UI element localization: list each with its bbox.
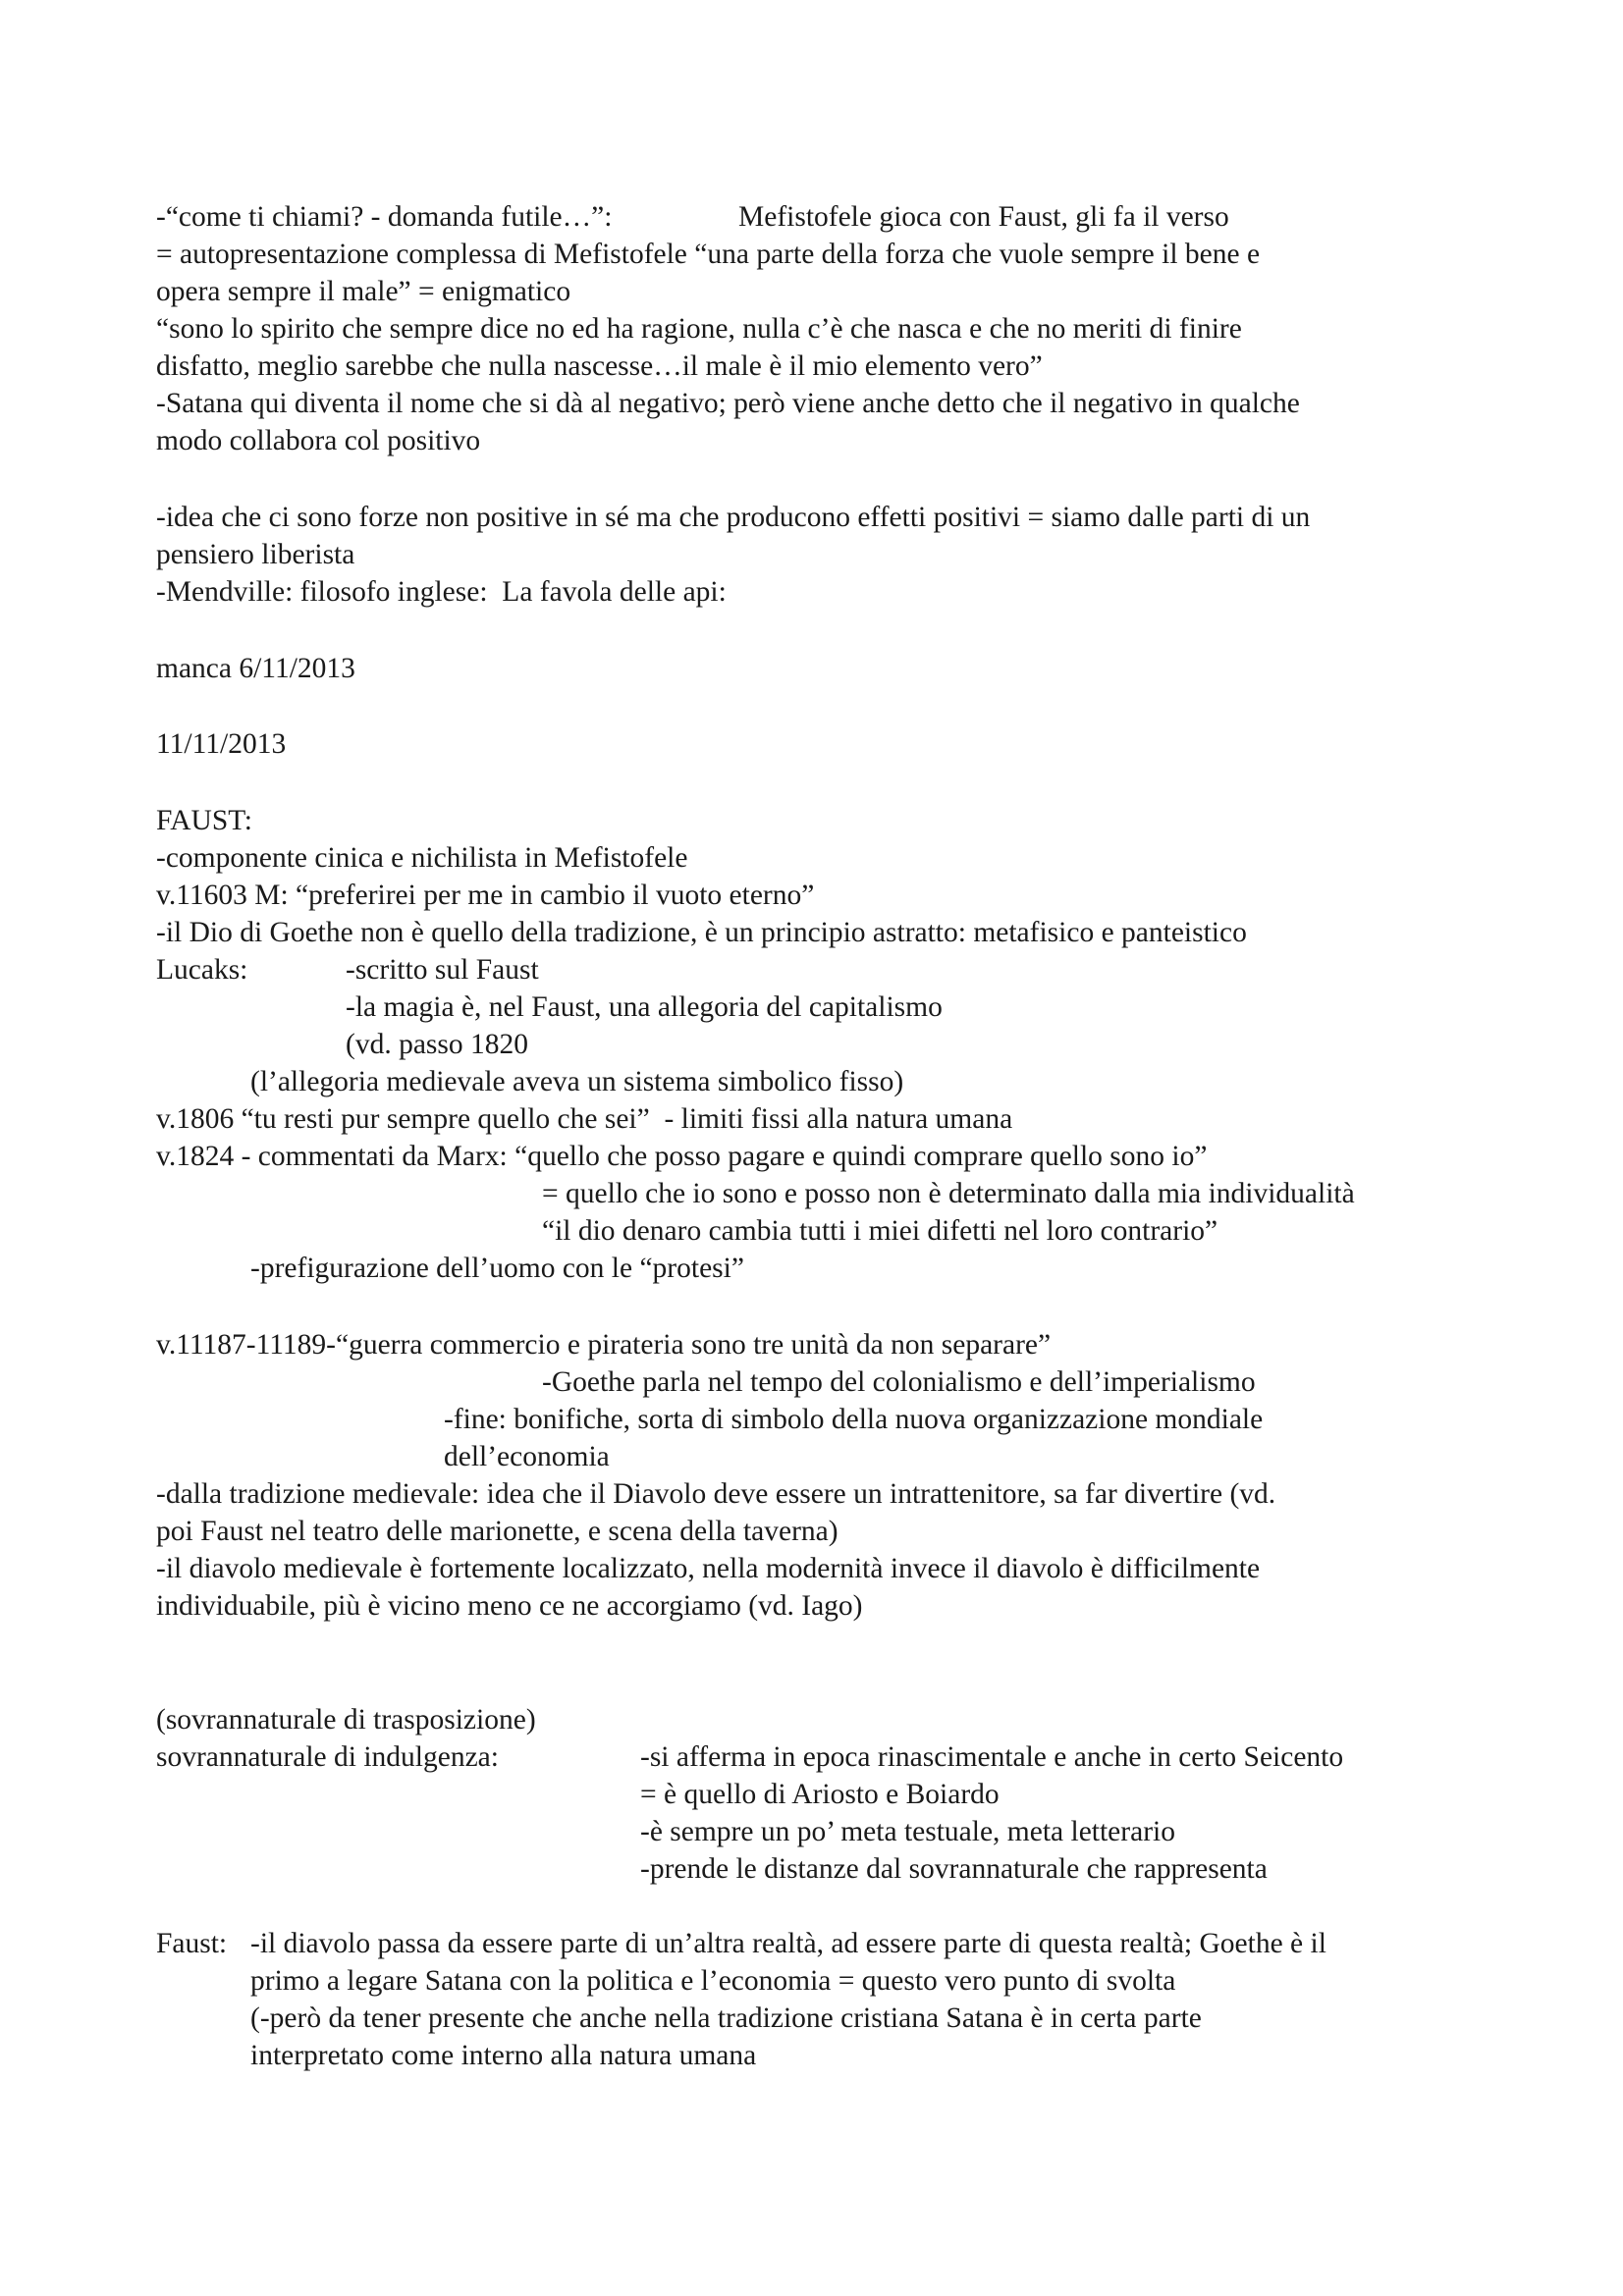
supernatural-label: sovrannaturale di indulgenza:	[156, 1741, 499, 1773]
text-line: = quello che io sono e posso non è determinato dalla mia individualità	[542, 1178, 1355, 1209]
text-line: (sovrannaturale di trasposizione)	[156, 1704, 536, 1735]
text-line: -Mendville: filosofo inglese: La favola delle api:	[156, 576, 727, 608]
text-line: poi Faust nel teatro delle marionette, e scena della taverna)	[156, 1516, 839, 1547]
text-line: (l’allegoria medievale aveva un sistema simbolico fisso)	[250, 1066, 904, 1097]
text-line: -prefigurazione dell’uomo con le “protesi”	[250, 1253, 744, 1284]
text-line: = è quello di Ariosto e Boiardo	[640, 1779, 1000, 1810]
text-line: pensiero liberista	[156, 539, 355, 570]
line-mefistofele-gioca: Mefistofele gioca con Faust, gli fa il verso	[738, 201, 1229, 233]
text-line: -il Dio di Goethe non è quello della tradizione, è un principio astratto: metafisico e panteistico	[156, 917, 1247, 948]
text-line: -idea che ci sono forze non positive in sé ma che producono effetti positivi = siamo dalle parti di un	[156, 502, 1311, 533]
text-line: v.1806 “tu resti pur sempre quello che sei” - limiti fissi alla natura umana	[156, 1103, 1013, 1135]
text-line: -il diavolo passa da essere parte di un’altra realtà, ad essere parte di questa realtà; Goethe è il	[250, 1928, 1326, 1959]
faust-heading: FAUST:	[156, 805, 252, 836]
text-line: -è sempre un po’ meta testuale, meta letterario	[640, 1816, 1175, 1847]
text-line: = autopresentazione complessa di Mefistofele “una parte della forza che vuole sempre il bene e	[156, 239, 1261, 270]
lecture-date: 11/11/2013	[156, 728, 287, 760]
text-line: v.1824 - commentati da Marx: “quello che posso pagare e quindi comprare quello sono io”	[156, 1141, 1208, 1172]
text-line: -prende le distanze dal sovrannaturale che rappresenta	[640, 1853, 1268, 1885]
text-line: -la magia è, nel Faust, una allegoria del capitalismo	[346, 991, 943, 1023]
text-line: -fine: bonifiche, sorta di simbolo della nuova organizzazione mondiale	[444, 1404, 1264, 1435]
text-line: v.11603 M: “preferirei per me in cambio il vuoto eterno”	[156, 880, 815, 911]
text-line: opera sempre il male” = enigmatico	[156, 276, 571, 307]
text-line: -Satana qui diventa il nome che si dà al negativo; però viene anche detto che il negativo in qualche	[156, 388, 1300, 419]
text-line: interpretato come interno alla natura umana	[250, 2040, 757, 2071]
text-line: -il diavolo medievale è fortemente localizzato, nella modernità invece il diavolo è difficilmente	[156, 1553, 1261, 1584]
text-line: individuabile, più è vicino meno ce ne accorgiamo (vd. Iago)	[156, 1590, 863, 1622]
faust-label: Faust:	[156, 1928, 228, 1959]
text-line: -si afferma in epoca rinascimentale e anche in certo Seicento	[640, 1741, 1344, 1773]
text-line: (-però da tener presente che anche nella tradizione cristiana Satana è in certa parte	[250, 2002, 1202, 2034]
text-line: (vd. passo 1820	[346, 1029, 529, 1060]
missing-date: manca 6/11/2013	[156, 653, 355, 684]
text-line: dell’economia	[444, 1441, 610, 1472]
text-line: -scritto sul Faust	[346, 954, 539, 986]
text-line: modo collabora col positivo	[156, 425, 481, 456]
text-line: -Goethe parla nel tempo del colonialismo e dell’imperialismo	[542, 1366, 1256, 1398]
text-line: disfatto, meglio sarebbe che nulla nascesse…il male è il mio elemento vero”	[156, 350, 1043, 382]
lukacs-label: Lucaks:	[156, 954, 248, 986]
text-line: “sono lo spirito che sempre dice no ed ha ragione, nulla c’è che nasca e che no meriti di finire	[156, 313, 1242, 345]
text-line: “il dio denaro cambia tutti i miei difetti nel loro contrario”	[542, 1215, 1218, 1247]
line-come-ti-chiami: -“come ti chiami? - domanda futile…”:	[156, 201, 613, 233]
text-line: -dalla tradizione medievale: idea che il Diavolo deve essere un intrattenitore, sa far divertire (vd.	[156, 1478, 1276, 1510]
text-line: primo a legare Satana con la politica e l’economia = questo vero punto di svolta	[250, 1965, 1176, 1997]
text-line: -componente cinica e nichilista in Mefistofele	[156, 842, 688, 874]
text-line: v.11187-11189-“guerra commercio e pirateria sono tre unità da non separare”	[156, 1329, 1052, 1361]
